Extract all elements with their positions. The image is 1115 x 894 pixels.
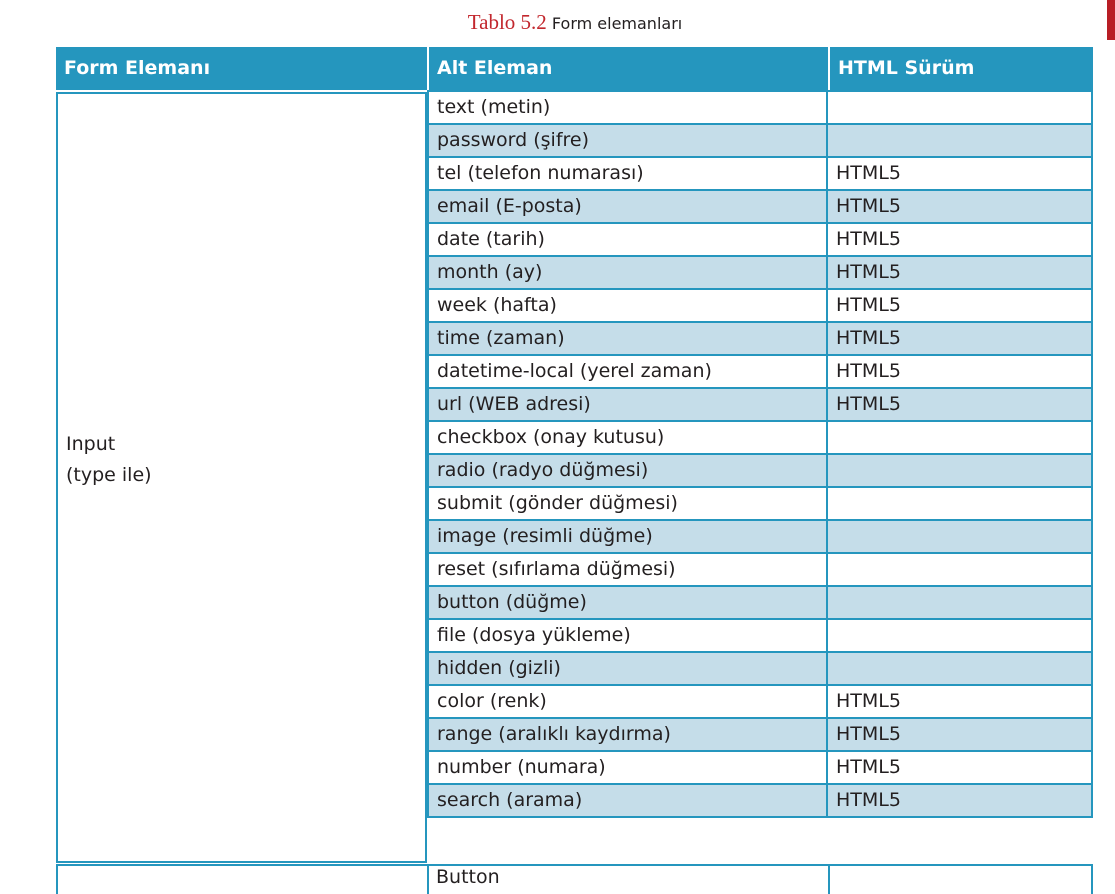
caption-text: Form elemanları <box>551 14 683 33</box>
cell-html-version: HTML5 <box>828 158 1091 189</box>
table-row <box>427 222 1093 257</box>
cell-html-version: HTML5 <box>828 785 1091 816</box>
table-row <box>427 288 1093 323</box>
cell-sub-element: text (metin) <box>429 92 826 123</box>
table-row <box>427 552 1093 587</box>
table-row <box>427 387 1093 422</box>
cell-html-version <box>828 653 1091 684</box>
cell-sub-element: week (hafta) <box>429 290 826 321</box>
cell-html-version <box>828 422 1091 453</box>
cell-sub-element: image (resimli düğme) <box>429 521 826 552</box>
cell-html-version: HTML5 <box>828 290 1091 321</box>
cell-html-version: HTML5 <box>828 224 1091 255</box>
cell-html-version: HTML5 <box>828 191 1091 222</box>
cell-sub-element: range (aralıklı kaydırma) <box>429 719 826 750</box>
table-caption <box>0 10 1115 35</box>
cell-html-version <box>828 554 1091 585</box>
cell-sub-element: search (arama) <box>429 785 826 816</box>
partial-row-label: Button <box>436 866 500 888</box>
cell-html-version: HTML5 <box>828 752 1091 783</box>
cell-html-version: HTML5 <box>828 257 1091 288</box>
header-form-element: Form Elemanı <box>64 57 211 79</box>
table-row <box>427 420 1093 455</box>
cell-sub-element: email (E-posta) <box>429 191 826 222</box>
table-row <box>427 354 1093 389</box>
group-label-line2: (type ile) <box>66 464 152 486</box>
table-row <box>427 255 1093 290</box>
cell-sub-element: checkbox (onay kutusu) <box>429 422 826 453</box>
cell-sub-element: datetime-local (yerel zaman) <box>429 356 826 387</box>
row-border <box>1091 864 1093 894</box>
cell-sub-element: password (şifre) <box>429 125 826 156</box>
cell-html-version: HTML5 <box>828 323 1091 354</box>
table-row <box>427 585 1093 620</box>
group-label-line1: Input <box>66 433 116 455</box>
cell-sub-element: button (düğme) <box>429 587 826 618</box>
cell-html-version: HTML5 <box>828 719 1091 750</box>
table-row <box>427 684 1093 719</box>
cell-sub-element: submit (gönder düğmesi) <box>429 488 826 519</box>
table-row <box>427 123 1093 158</box>
row-border <box>828 864 830 894</box>
table-header <box>56 47 1093 90</box>
cell-sub-element: reset (sıfırlama düğmesi) <box>429 554 826 585</box>
table-row <box>427 453 1093 488</box>
table-row <box>427 651 1093 686</box>
group-cell-input <box>56 92 427 863</box>
cell-sub-element: date (tarih) <box>429 224 826 255</box>
cell-sub-element: color (renk) <box>429 686 826 717</box>
cell-sub-element: tel (telefon numarası) <box>429 158 826 189</box>
cell-html-version <box>828 521 1091 552</box>
group-label <box>66 429 152 491</box>
header-sub-element: Alt Eleman <box>437 57 553 79</box>
cell-sub-element: month (ay) <box>429 257 826 288</box>
cell-sub-element: file (dosya yükleme) <box>429 620 826 651</box>
table-row <box>427 189 1093 224</box>
cell-html-version <box>828 587 1091 618</box>
cell-html-version: HTML5 <box>828 686 1091 717</box>
caption-label: Tablo 5.2 <box>467 10 547 34</box>
row-border <box>56 864 427 866</box>
cell-html-version <box>828 92 1091 123</box>
cell-sub-element: number (numara) <box>429 752 826 783</box>
cell-html-version: HTML5 <box>828 356 1091 387</box>
row-border <box>427 864 429 894</box>
table-row <box>427 618 1093 653</box>
cell-html-version <box>828 455 1091 486</box>
cell-html-version <box>828 620 1091 651</box>
table-row <box>427 321 1093 356</box>
row-border <box>56 864 58 894</box>
table-row <box>427 519 1093 554</box>
header-html-version: HTML Sürüm <box>838 57 975 79</box>
table-row <box>427 156 1093 191</box>
table-row <box>427 750 1093 785</box>
cell-sub-element: hidden (gizli) <box>429 653 826 684</box>
cell-sub-element: radio (radyo düğmesi) <box>429 455 826 486</box>
table-row <box>427 90 1093 125</box>
cell-sub-element: url (WEB adresi) <box>429 389 826 420</box>
cell-html-version <box>828 488 1091 519</box>
next-row-partial <box>56 864 1093 894</box>
table-row <box>427 486 1093 521</box>
row-border <box>429 864 1093 866</box>
cell-html-version: HTML5 <box>828 389 1091 420</box>
table-row <box>427 717 1093 752</box>
table-row <box>427 783 1093 818</box>
cell-html-version <box>828 125 1091 156</box>
cell-sub-element: time (zaman) <box>429 323 826 354</box>
